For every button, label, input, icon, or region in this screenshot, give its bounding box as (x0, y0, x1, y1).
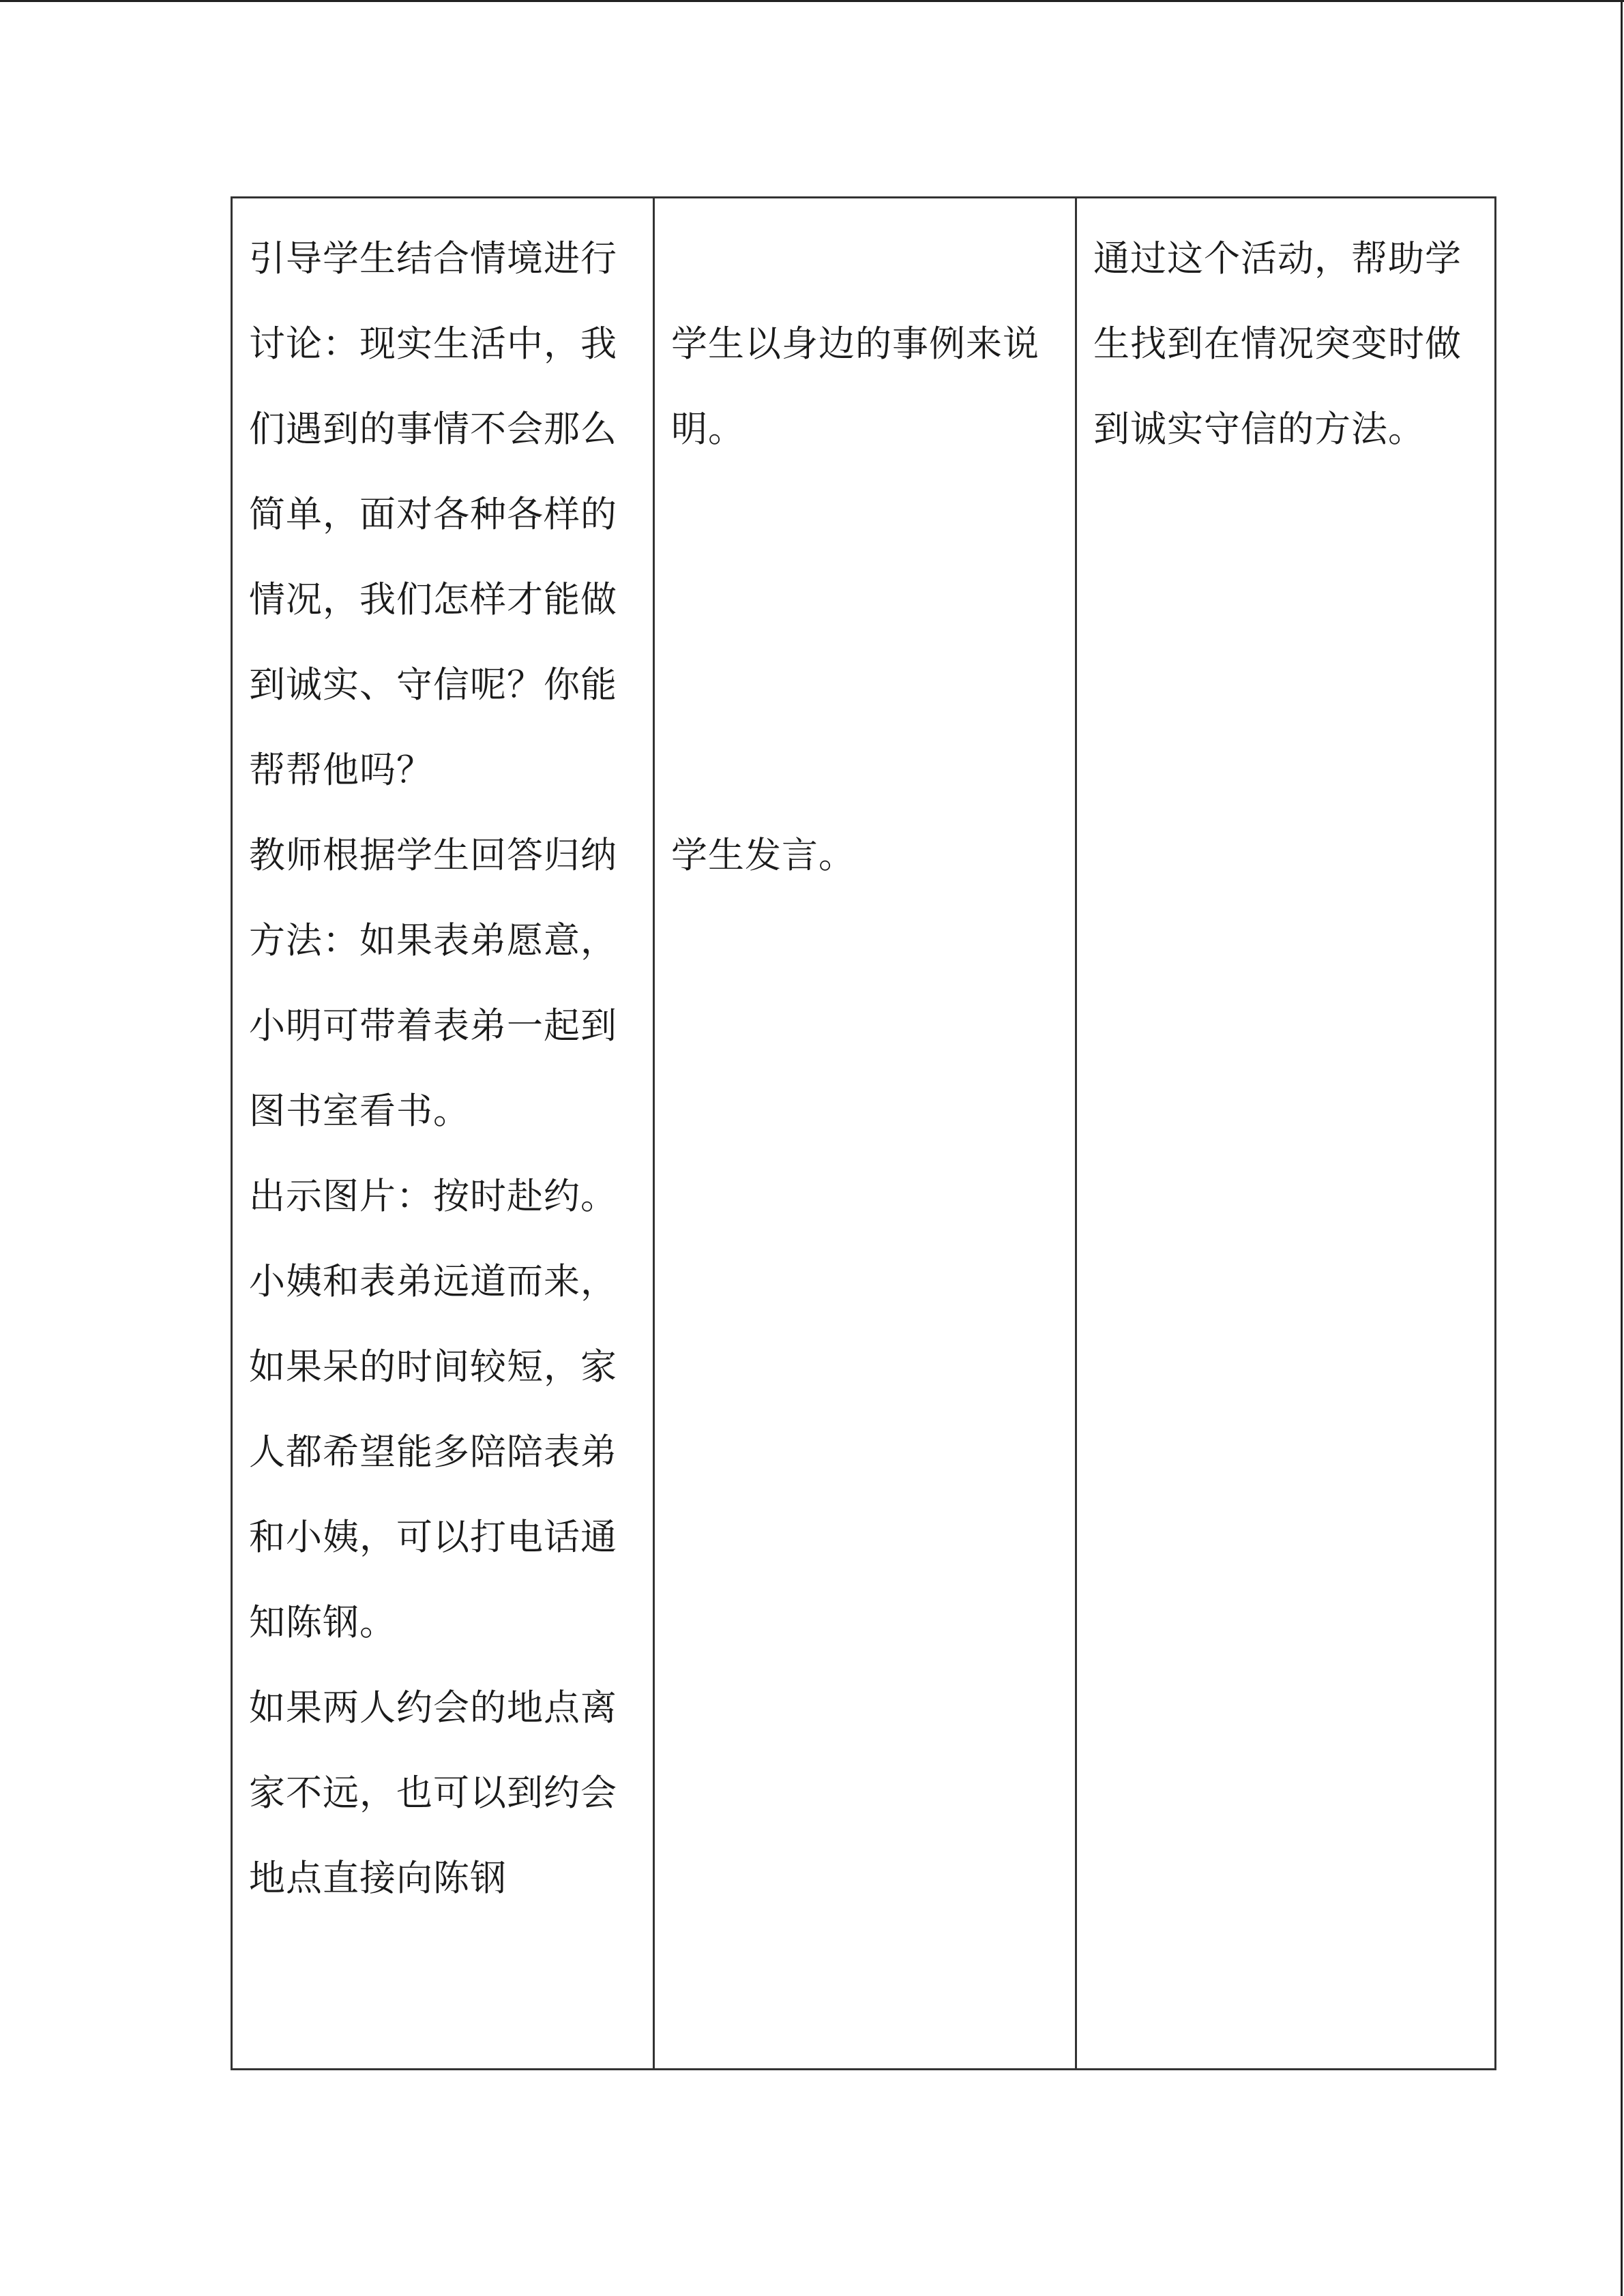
page-border-right (1621, 0, 1623, 2296)
table-row (232, 198, 1496, 2070)
page-border-top (0, 0, 1624, 2)
teacher-activity-paragraph: 引导学生结合情境进行讨论：现实生活中，我们遇到的事情不会那么简单，面对各种各样的情况，我们怎样才能做到诚实、守信呢？你能帮帮他吗？ (249, 238, 617, 791)
student-activity-cell (654, 198, 1076, 2070)
teacher-activity-paragraph: 小姨和表弟远道而来，如果呆的时间较短，家人都希望能多陪陪表弟和小姨，可以打电话通知陈钢。 (249, 1261, 617, 1643)
student-activity-paragraph: 学生发言。 (671, 835, 855, 876)
teacher-activity-paragraph: 出示图片：按时赴约。 (249, 1176, 617, 1217)
lesson-plan-table (231, 196, 1496, 2070)
design-intent-paragraph: 通过这个活动，帮助学生找到在情况突变时做到诚实守信的方法。 (1093, 238, 1462, 450)
teacher-activity-paragraph: 如果两人约会的地点离家不远，也可以到约会地点直接向陈钢 (249, 1687, 617, 1899)
student-activity-paragraph: 学生以身边的事例来说明。 (671, 323, 1039, 450)
design-intent-cell (1076, 198, 1496, 2070)
teacher-activity-paragraph: 教师根据学生回答归纳方法：如果表弟愿意，小明可带着表弟一起到图书室看书。 (249, 835, 617, 1132)
teacher-activity-cell (232, 198, 654, 2070)
